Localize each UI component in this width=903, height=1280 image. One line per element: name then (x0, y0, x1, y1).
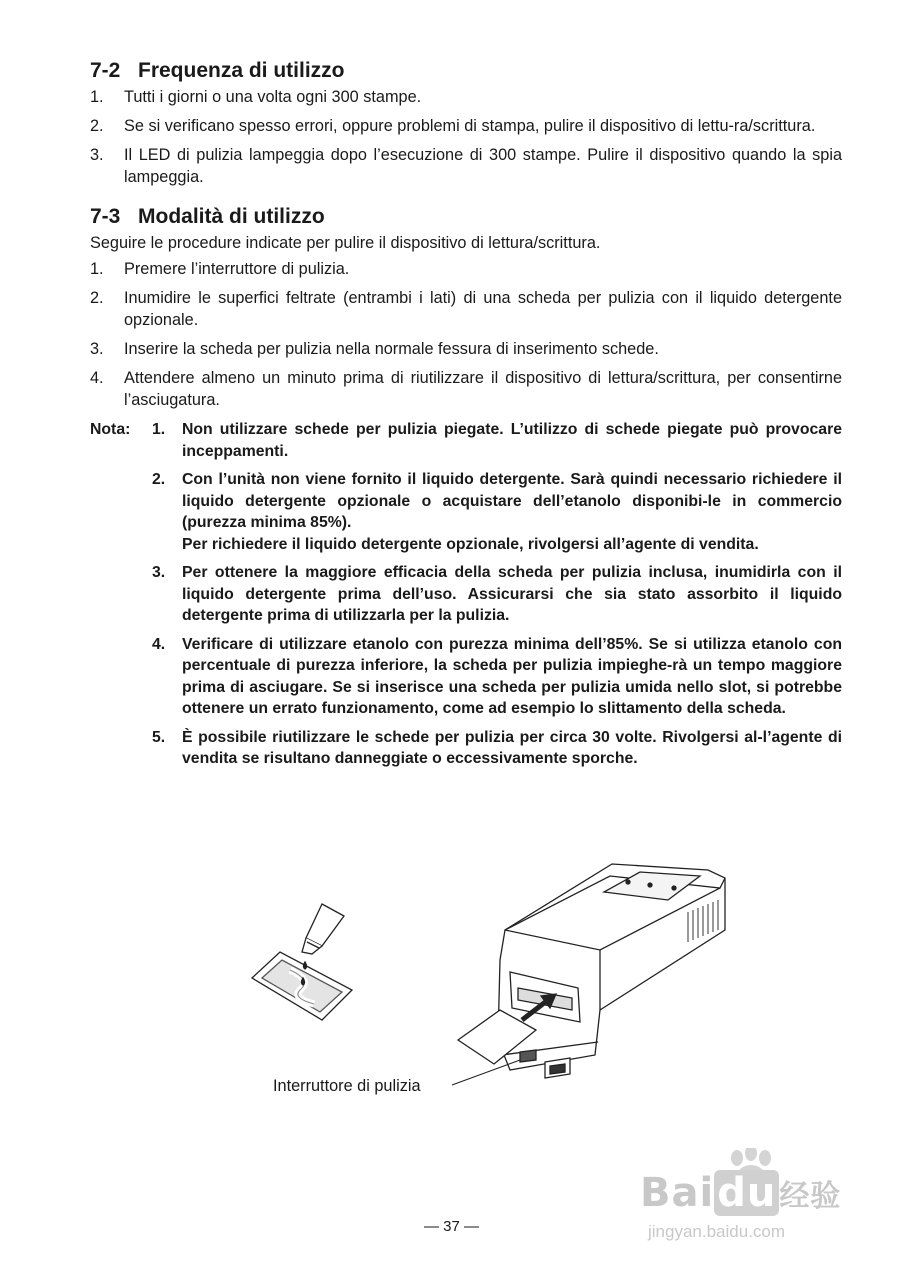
watermark-logo (640, 1170, 841, 1216)
list-item (90, 258, 842, 280)
step-text: Inumidire le superfici feltrate (entrambi i lati) di una scheda per pulizia con il liquido detergente opzionale. (124, 289, 842, 329)
watermark-logo-du: du (714, 1170, 779, 1216)
step-text: Attendere almeno un minuto prima di riutilizzare il dispositivo di lettura/scrittura, per consentirne l’asciugatura. (124, 369, 842, 409)
note-text: Non utilizzare schede per pulizia piegate. L’utilizzo di schede piegate può provocare inceppamenti. (182, 421, 842, 460)
section-heading (90, 58, 842, 84)
step-text: Se si verificano spesso errori, oppure problemi di stampa, pulire il dispositivo di lettu-ra/scrittura. (124, 117, 816, 135)
note-item (152, 469, 842, 555)
figure-caption: Interruttore di pulizia (273, 1077, 421, 1095)
step-number: 2. (90, 289, 104, 307)
list-item (90, 86, 842, 108)
cleaning-card-with-bottle-icon (252, 904, 352, 1020)
note-item (152, 634, 842, 720)
page-number: — 37 — (423, 1218, 480, 1235)
step-text: Tutti i giorni o una volta ogni 300 stampe. (124, 88, 422, 106)
note-item (152, 727, 842, 770)
step-text: Il LED di pulizia lampeggia dopo l’esecuzione di 300 stampe. Pulire il dispositivo quando la spia lampeggia. (124, 146, 842, 186)
page-content (90, 58, 842, 777)
note-extra-text: Per richiedere il liquido detergente opzionale, rivolgersi all’agente di vendita. (182, 535, 759, 553)
list-item (90, 144, 842, 188)
note-text: Con l’unità non viene fornito il liquido detergente. Sarà quindi necessario richiedere il liquido detergente opzionale o acquistare dell’etanolo disponibi-le in commercio (purezza minima 85%). (182, 471, 842, 531)
note-number: 5. (152, 728, 166, 746)
list-item (90, 367, 842, 411)
step-text: Inserire la scheda per pulizia nella normale fessura di inserimento schede. (124, 340, 659, 358)
note-number: 2. (152, 471, 166, 488)
watermark-logo-bai: Bai (640, 1170, 715, 1216)
note-item (152, 419, 842, 462)
section-7-3 (90, 204, 842, 411)
watermark-url: jingyan.baidu.com (648, 1222, 786, 1241)
step-list (90, 86, 842, 188)
note-text: Verificare di utilizzare etanolo con purezza minima dell’85%. Se si utilizza etanolo con percentuale di purezza inferiore, la scheda per pulizia impieghe-rà un tempo maggiore prima di asciugare. Se si inserisce una scheda per pulizia umida nello slot, si potrebbe ottenere un errato funzionamento, come ad esempio lo slittamento della scheda. (182, 635, 842, 717)
note-text: Per ottenere la maggiore efficacia della scheda per pulizia inclusa, inumidirla con il liquido detergente prima dell’uso. Assicurarsi che sia stato assorbito il liquido detergente prima di utilizzarla per la pulizia. (182, 564, 842, 624)
section-intro: Seguire le procedure indicate per pulire il dispositivo di lettura/scrittura. (90, 234, 601, 252)
section-heading (90, 204, 842, 230)
card-printer-icon (452, 864, 725, 1085)
section-number: 7-3 (90, 205, 121, 228)
section-7-2 (90, 58, 842, 188)
step-number: 3. (90, 340, 104, 358)
note-block (90, 419, 842, 770)
list-item (90, 287, 842, 331)
note-label: Nota: (90, 421, 131, 438)
step-number: 1. (90, 260, 104, 278)
step-number: 3. (90, 146, 104, 164)
step-text: Premere l’interruttore di pulizia. (124, 260, 350, 278)
watermark-logo-jingyan: 经验 (779, 1179, 842, 1214)
note-list (90, 419, 842, 770)
list-item (90, 338, 842, 360)
section-title: Modalità di utilizzo (138, 205, 325, 228)
section-number: 7-2 (90, 59, 121, 82)
section-title: Frequenza di utilizzo (138, 59, 345, 82)
step-number: 2. (90, 117, 104, 135)
cleaning-illustration (0, 830, 903, 1120)
note-text: È possibile riutilizzare le schede per pulizia per circa 30 volte. Rivolgersi al-l’agente di vendita se risultano danneggiate o eccessivamente sporche. (182, 728, 842, 767)
note-number: 4. (152, 635, 166, 653)
step-number: 1. (90, 88, 104, 106)
note-number: 3. (152, 564, 166, 581)
note-item (152, 562, 842, 627)
step-list (90, 258, 842, 411)
note-number: 1. (152, 421, 166, 438)
step-number: 4. (90, 369, 104, 387)
list-item (90, 115, 842, 137)
